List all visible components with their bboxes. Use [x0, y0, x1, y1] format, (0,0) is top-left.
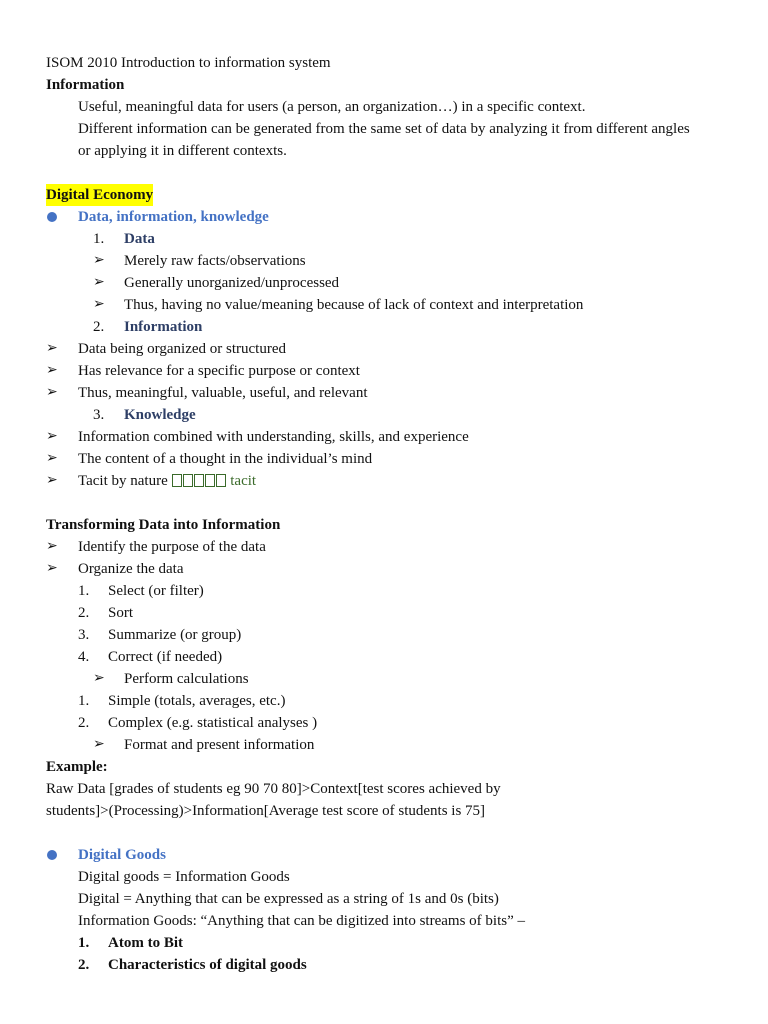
list-item-text: Sort — [108, 605, 134, 621]
list-number: 3. — [78, 627, 90, 643]
list-item-text: Thus, meaningful, valuable, useful, and relevant — [78, 385, 368, 401]
list-item — [0, 294, 768, 316]
list-item-text — [78, 470, 256, 493]
list-number: 4. — [78, 649, 90, 665]
example-text-1: Raw Data [grades of students eg 90 70 80]>Context[test scores achieved by — [46, 781, 501, 797]
dg-line-3 — [0, 910, 768, 932]
list-item — [0, 338, 768, 360]
dg-text-1: Digital goods = Information Goods — [78, 869, 290, 885]
list-item-text: Select (or filter) — [108, 583, 204, 599]
dg-line-1 — [0, 866, 768, 888]
arrow-bullet-icon: ➢ — [93, 737, 105, 752]
arrow-bullet-icon: ➢ — [46, 385, 58, 400]
list-item — [0, 712, 768, 734]
example-heading: Example: — [46, 759, 108, 775]
digital-goods-heading: Digital Goods — [78, 847, 166, 863]
example-text-2: students]>(Processing)>Information[Average test score of students is 75] — [46, 803, 486, 819]
arrow-bullet-icon: ➢ — [93, 275, 105, 290]
list-item — [0, 426, 768, 448]
list-item — [0, 536, 768, 558]
list-item — [0, 954, 768, 976]
list-item-text: Format and present information — [124, 737, 315, 753]
info-paragraph-2b-text: or applying it in different contexts. — [78, 143, 287, 159]
list-item-text: The content of a thought in the individual’s mind — [78, 451, 373, 467]
arrow-bullet-icon: ➢ — [93, 671, 105, 686]
arrow-bullet-icon: ➢ — [46, 539, 58, 554]
list-item-text: Information combined with understanding, skills, and experience — [78, 429, 469, 445]
info-heading-line — [0, 74, 768, 96]
list-item-text: Perform calculations — [124, 671, 249, 687]
list-item — [0, 690, 768, 712]
dik-heading: Data, information, knowledge — [78, 209, 269, 225]
list-item-text: Has relevance for a specific purpose or context — [78, 363, 360, 379]
transform-heading: Transforming Data into Information — [46, 517, 281, 533]
list-number: 1. — [78, 935, 90, 951]
transform-heading-line — [0, 514, 768, 536]
doc-title: ISOM 2010 Introduction to information system — [46, 55, 331, 71]
digital-economy-line — [0, 184, 768, 206]
example-line-1 — [0, 778, 768, 800]
list-item-text: Generally unorganized/unprocessed — [124, 275, 340, 291]
list-item-text: Organize the data — [78, 561, 184, 577]
list-item-text: Summarize (or group) — [108, 627, 242, 643]
list-item — [0, 272, 768, 294]
tacit-note: tacit — [230, 473, 257, 489]
dg-text-3: Information Goods: “Anything that can be digitized into streams of bits” – — [78, 913, 525, 929]
list-item-text: Atom to Bit — [108, 935, 183, 951]
list-item-text: Characteristics of digital goods — [108, 957, 307, 973]
info-paragraph-2a-text: Different information can be generated from the same set of data by analyzing it from different angles — [78, 121, 690, 137]
arrow-bullet-icon: ➢ — [46, 341, 58, 356]
list-item — [0, 250, 768, 272]
missing-glyph-icon — [172, 471, 227, 493]
dik-heading-line — [0, 206, 768, 228]
list-number: 2. — [78, 715, 90, 731]
list-number: 1. — [78, 583, 90, 599]
dg-line-2 — [0, 888, 768, 910]
info-paragraph-1-text: Useful, meaningful data for users (a person, an organization…) in a specific context. — [78, 99, 586, 115]
info-paragraph-2b — [0, 140, 768, 162]
list-number: 1. — [93, 231, 105, 247]
list-item — [0, 646, 768, 668]
bullet-dot-icon — [47, 850, 57, 860]
arrow-bullet-icon: ➢ — [46, 363, 58, 378]
dg-text-2: Digital = Anything that can be expressed as a string of 1s and 0s (bits) — [78, 891, 499, 907]
list-item-text: Identify the purpose of the data — [78, 539, 266, 555]
list-item — [0, 668, 768, 690]
example-line-2 — [0, 800, 768, 822]
list-item-text: Correct (if needed) — [108, 649, 223, 665]
list-item-text: Merely raw facts/observations — [124, 253, 306, 269]
list-item-text: Complex (e.g. statistical analyses ) — [108, 715, 318, 731]
list-number: 2. — [93, 319, 105, 335]
list-number: 1. — [78, 693, 90, 709]
list-item — [0, 448, 768, 470]
list-number: 2. — [78, 957, 90, 973]
arrow-bullet-icon: ➢ — [46, 473, 58, 488]
list-item — [0, 382, 768, 404]
list-item — [0, 580, 768, 602]
tacit-text: Tacit by nature — [78, 473, 168, 489]
arrow-bullet-icon: ➢ — [93, 297, 105, 312]
list-item — [0, 602, 768, 624]
doc-title-line — [0, 52, 768, 74]
knowledge-heading-line — [0, 404, 768, 426]
info-paragraph-1 — [0, 96, 768, 118]
list-item-text: Data being organized or structured — [78, 341, 286, 357]
list-item-text: Simple (totals, averages, etc.) — [108, 693, 286, 709]
data-heading: Data — [124, 231, 155, 247]
list-item — [0, 932, 768, 954]
info-paragraph-2a — [0, 118, 768, 140]
list-item — [0, 558, 768, 580]
list-item — [0, 360, 768, 382]
bullet-dot-icon — [47, 212, 57, 222]
list-item — [0, 470, 768, 492]
data-heading-line — [0, 228, 768, 250]
example-heading-line — [0, 756, 768, 778]
list-item — [0, 624, 768, 646]
knowledge-heading: Knowledge — [124, 407, 196, 423]
list-item — [0, 734, 768, 756]
information-heading-line — [0, 316, 768, 338]
digital-goods-heading-line — [0, 844, 768, 866]
info-heading: Information — [46, 77, 125, 93]
arrow-bullet-icon: ➢ — [46, 451, 58, 466]
list-number: 2. — [78, 605, 90, 621]
list-number: 3. — [93, 407, 105, 423]
arrow-bullet-icon: ➢ — [46, 429, 58, 444]
arrow-bullet-icon: ➢ — [93, 253, 105, 268]
arrow-bullet-icon: ➢ — [46, 561, 58, 576]
list-item-text: Thus, having no value/meaning because of lack of context and interpretation — [124, 297, 584, 313]
information-heading: Information — [124, 319, 203, 335]
digital-economy-heading: Digital Economy — [46, 184, 153, 206]
